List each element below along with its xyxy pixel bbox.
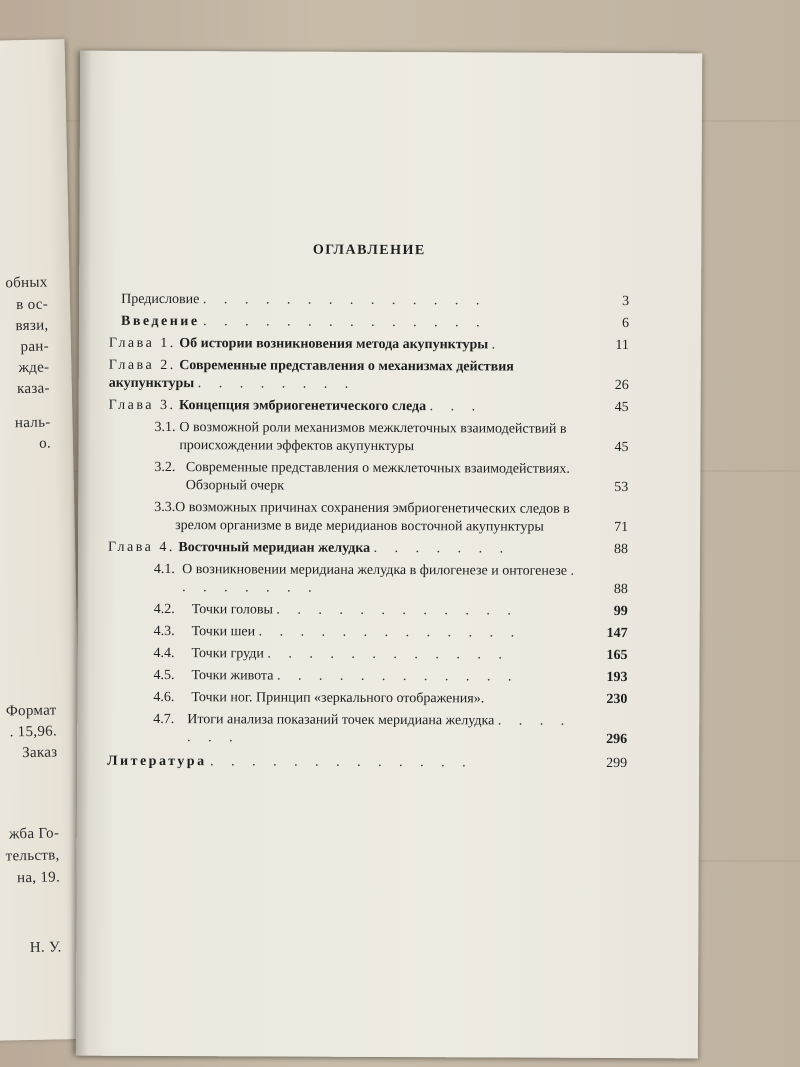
toc-subentry-number: 3.3. <box>154 499 176 516</box>
left-fragment: на, 19. <box>16 869 61 887</box>
toc-entry-text: Точки живота <box>191 668 274 684</box>
toc-entry-prefix: Глава 4. <box>107 539 175 556</box>
toc-subentry-number: 4.6. <box>153 689 175 706</box>
toc-page-number: 26 <box>614 377 629 394</box>
toc-subentry: 4.3. Точки шеи . . . . . . . . . . . . . 147 <box>153 623 628 642</box>
toc-subentry <box>154 459 628 497</box>
toc-subentry: 4.1. О возникновении меридиана желудка в филогенезе и онтогенезе . . . . . . . . 88 <box>153 561 628 598</box>
toc-entry-text: Современные представления о межклеточных взаимодействиях. Обзорный очерк <box>185 460 570 494</box>
toc-entry-text: О возможной роли механизмов межклеточных взаимодействий в происхождении эффектов акупунктуры <box>179 420 567 455</box>
toc-page-number: 11 <box>615 337 629 354</box>
toc-page-number: 147 <box>606 625 628 642</box>
toc-page-number: 3 <box>622 294 630 310</box>
toc-page-number: 53 <box>614 479 629 496</box>
toc-entry-prefix: Глава 1. <box>108 335 176 352</box>
toc-title: ОГЛАВЛЕНИЕ <box>312 242 426 259</box>
toc-subentry-number: 4.3. <box>153 623 175 640</box>
toc-entry-text: Итоги анализа показаний точек меридиана желудка <box>187 712 495 729</box>
table-of-contents <box>107 241 629 777</box>
toc-page-number: 193 <box>606 669 628 686</box>
toc-entry-text: Об истории возникновения метода акупунктуры <box>179 336 489 353</box>
left-fragment: жде- <box>18 359 50 377</box>
toc-page-number: 230 <box>606 691 628 708</box>
left-fragment: наль- <box>14 414 51 432</box>
left-fragment: каза- <box>16 380 50 398</box>
toc-page-number: 45 <box>614 399 629 416</box>
toc-entry: Глава 1. Об истории возникновения метода акупунктуры . 11 <box>108 335 629 354</box>
toc-entry-text: Литература <box>107 753 207 770</box>
toc-subentry-number: 4.4. <box>153 645 175 662</box>
left-fragment: Н. У. <box>29 939 62 957</box>
toc-entry: Глава 3. Концепция эмбриогенетического следа . . . 45 <box>108 397 629 416</box>
left-fragment: о. <box>38 435 52 452</box>
toc-subentry <box>154 499 628 537</box>
toc-entry: Глава 4. Восточный меридиан желудка . . . . . . . 88 <box>107 539 629 558</box>
toc-subentry-number: 3.1. <box>154 419 176 436</box>
toc-entry: Глава 2. Современные представления о механизмах действия акупунктуры . . . . . . . . 26 <box>108 357 629 394</box>
toc-subentry-number: 4.7. <box>153 711 175 728</box>
left-fragment: тельств, <box>5 847 60 865</box>
toc-entry: Предисловие . . . . . . . . . . . . . . 3 <box>121 291 630 310</box>
toc-subentry-number: 4.2. <box>153 601 175 618</box>
book-page <box>76 51 702 1059</box>
toc-page-number: 88 <box>613 581 628 598</box>
left-fragment: Заказ <box>21 744 58 762</box>
previous-page <box>0 39 85 1041</box>
toc-entry-text: Введение <box>120 313 200 330</box>
toc-entry: Литература . . . . . . . . . . . . . 299 <box>107 753 628 772</box>
toc-entry-text: Концепция эмбриогенетического следа <box>179 398 427 415</box>
toc-entry: Введение . . . . . . . . . . . . . . 6 <box>120 313 630 332</box>
toc-entry-text: Предисловие <box>121 291 200 308</box>
toc-page-number: 6 <box>621 316 630 332</box>
toc-subentry: 4.4. Точки груди . . . . . . . . . . . . 165 <box>153 645 628 664</box>
toc-page-number: 88 <box>613 541 629 558</box>
toc-entry-text: Точки головы <box>191 602 273 618</box>
toc-subentry <box>153 689 627 709</box>
left-fragment: обных <box>5 274 48 292</box>
toc-page-number: 71 <box>614 519 629 536</box>
toc-entry-text: Современные представления о механизмах действия акупунктуры <box>108 358 514 392</box>
left-fragment: жба Го- <box>8 825 60 843</box>
toc-entry-prefix: Глава 2. <box>108 357 176 374</box>
toc-entry-text: Восточный меридиан желудка <box>178 540 371 556</box>
toc-subentry-number: 4.5. <box>153 667 175 684</box>
left-fragment: вязи, <box>15 317 49 335</box>
toc-subentry-number: 4.1. <box>153 561 175 578</box>
toc-entry-text: О возникновении меридиана желудка в филогенезе и онтогенезе <box>182 562 568 579</box>
toc-entry-text: О возможных причинах сохранения эмбриогенетических следов в зрелом организме в виде меридианов восточной акупунктуры <box>175 500 570 535</box>
toc-subentry <box>154 419 628 457</box>
left-fragment: Формат <box>5 702 57 720</box>
left-fragment: . 15,96. <box>9 723 58 741</box>
toc-page-number: 165 <box>606 647 628 664</box>
left-fragment: в ос- <box>16 296 49 314</box>
toc-entry-text: Точки груди <box>191 646 264 662</box>
left-fragment: ран- <box>20 338 50 356</box>
toc-entry-prefix: Глава 3. <box>108 397 176 414</box>
toc-page-number: 99 <box>613 603 628 620</box>
toc-entry-text: Точки ног. Принцип «зеркального отображения». <box>191 690 485 707</box>
toc-subentry: 4.2. Точки головы . . . . . . . . . . . . 99 <box>153 601 628 620</box>
toc-entry-text: Точки шеи <box>191 624 256 640</box>
toc-subentry-number: 3.2. <box>154 459 176 476</box>
toc-subentry: 4.7. Итоги анализа показаний точек меридиана желудка . . . . . . . 296 <box>153 711 628 748</box>
toc-subentry: 4.5. Точки живота . . . . . . . . . . . . 193 <box>153 667 628 686</box>
toc-page-number: 296 <box>606 731 628 748</box>
toc-page-number: 45 <box>614 439 629 456</box>
toc-page-number: 299 <box>606 755 628 772</box>
